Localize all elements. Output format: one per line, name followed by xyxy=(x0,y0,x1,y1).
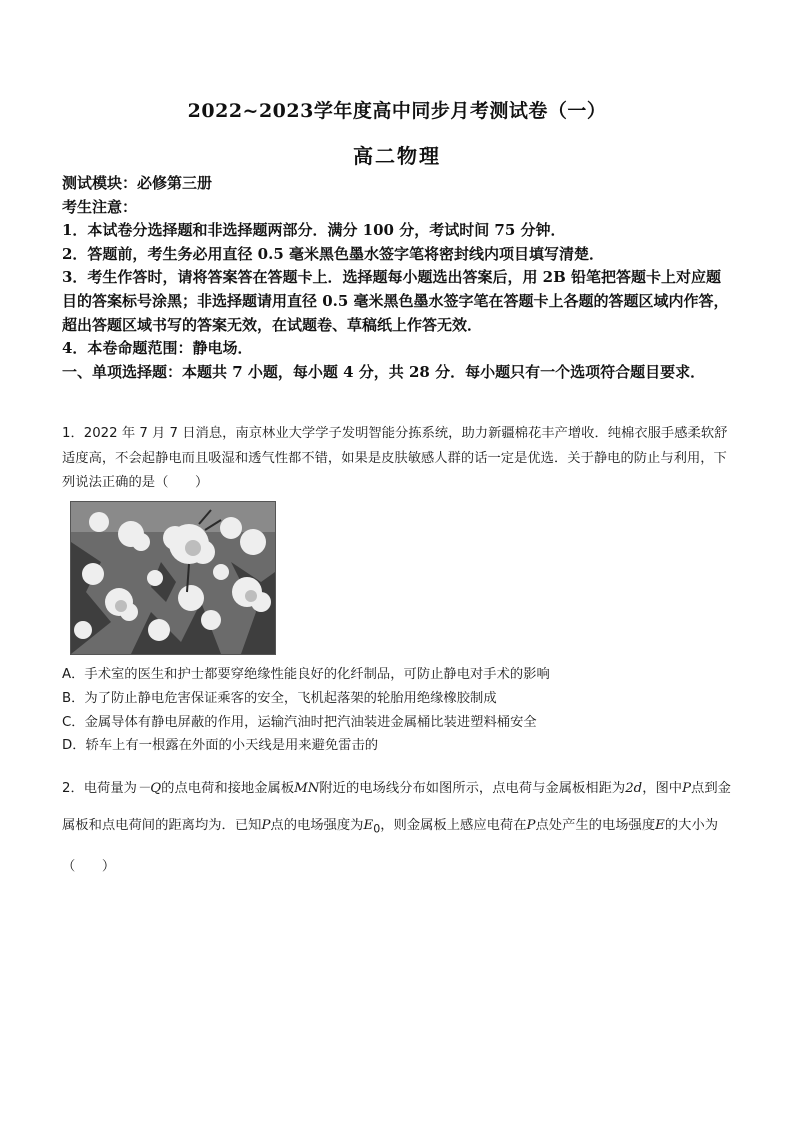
exam-notes xyxy=(62,172,734,384)
text-run: ，图中 xyxy=(642,781,683,796)
distance-symbol: 2d xyxy=(625,781,643,796)
text-run: 的大小为（ ） xyxy=(62,818,719,874)
exam-subject: 高二物理 xyxy=(353,144,441,168)
notes-heading: 考生注意： xyxy=(62,197,138,216)
option-b: B．为了防止静电危害保证乘客的安全，飞机起落架的轮胎用绝缘橡胶制成 xyxy=(62,690,497,706)
field-e0-symbol: E xyxy=(363,818,374,833)
option-a: A．手术室的医生和护士都要穿绝缘性能良好的化纤制品，可防止静电对手术的影响 xyxy=(62,667,550,682)
text-run: 附近的电场线分布如图所示，点电荷与金属板相距为 xyxy=(319,781,626,796)
question-1-options xyxy=(62,663,734,758)
point-symbol: P xyxy=(526,818,536,833)
field-e0-subscript: 0 xyxy=(373,822,381,836)
note-item: 1．本试卷分选择题和非选择题两部分．满分 100 分，考试时间 75 分钟． xyxy=(62,221,566,240)
option-d: D．轿车上有一根露在外面的小天线是用来避免雷击的 xyxy=(62,738,379,754)
option-c: C．金属导体有静电屏蔽的作用，运输汽油时把汽油装进金属桶比装进塑料桶安全 xyxy=(62,714,537,730)
note-item: 2．答题前，考生务必用直径 0.5 毫米黑色墨水签字笔将密封线内项目填写清楚． xyxy=(62,244,604,263)
charge-symbol: －Q xyxy=(136,781,162,796)
cotton-photo xyxy=(70,501,276,655)
question-1-stem: 1．2022 年 7 月 7 日消息，南京林业大学学子发明智能分拣系统，助力新疆棉花丰产增收．纯棉衣服手感柔软舒适度高，不会起静电而且吸湿和透气性都不错，如果是皮肤敏感人群的话一定是优选．关于静电的防止与利用，下列说法正确的是（ ） xyxy=(62,426,728,490)
question-2-stem xyxy=(62,770,734,885)
cotton-photo-image xyxy=(71,502,275,654)
text-run: 点的电场强度为 xyxy=(270,818,364,833)
point-symbol: P xyxy=(682,781,692,796)
text-run: 点处产生的电场强度 xyxy=(535,818,656,833)
test-module: 测试模块：必修第三册 xyxy=(62,174,213,192)
plate-symbol: MN xyxy=(294,781,320,796)
section-heading: 一、单项选择题：本题共 7 小题，每小题 4 分，共 28 分．每小题只有一个选项符合题目要求． xyxy=(62,362,706,381)
note-item: 3．考生作答时，请将答案答在答题卡上．选择题每小题选出答案后，用 2B 铅笔把答题卡上对应题目的答案标号涂黑；非选择题请用直径 0.5 毫米黑色墨水签字笔在答题卡上各题的答题区域内作答，超出答题区域书写的答案无效，在试题卷、草稿纸上作答无效． xyxy=(62,268,729,334)
exam-title: 2022~2023学年度高中同步月考测试卷（一） xyxy=(187,100,607,122)
text-run: ，则金属板上感应电荷在 xyxy=(380,818,527,833)
question-1 xyxy=(62,422,734,496)
text-run: 的点电荷和接地金属板 xyxy=(161,781,295,796)
note-item: 4．本卷命题范围：静电场． xyxy=(62,339,253,358)
text-run: 2．电荷量为 xyxy=(62,781,137,796)
text-run: 点到金属板和点电荷间的距离均为．已知 xyxy=(62,781,731,833)
point-symbol: P xyxy=(261,818,271,833)
question-2 xyxy=(62,770,734,885)
field-e-symbol: E xyxy=(655,818,665,833)
